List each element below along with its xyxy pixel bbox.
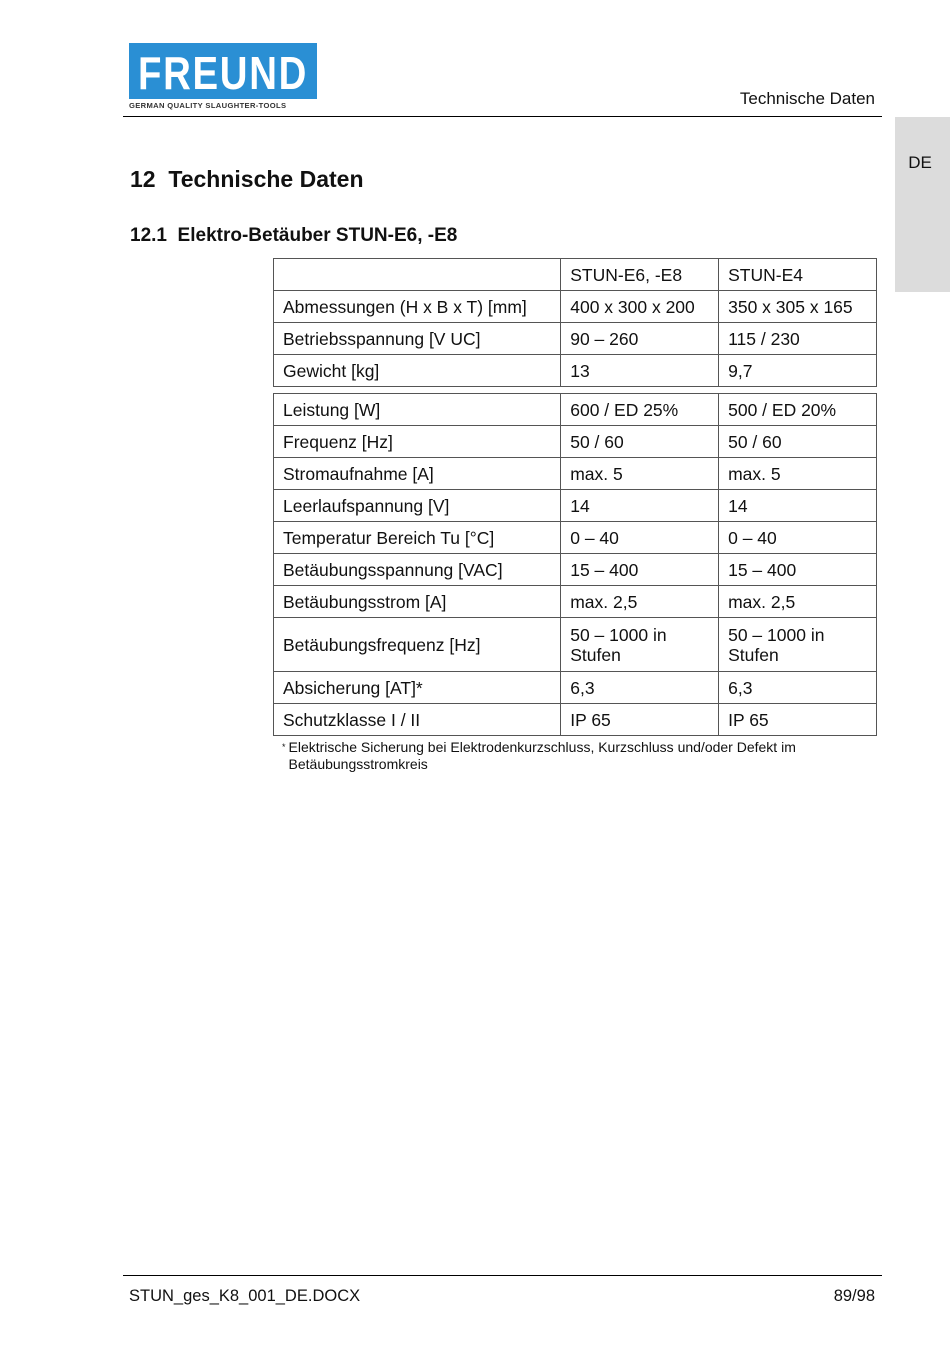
table-cell: Betäubungsfrequenz [Hz] <box>274 618 561 672</box>
logo-box <box>129 43 317 99</box>
footnote <box>282 739 852 773</box>
subsection-heading <box>130 225 457 247</box>
footnote-marker: * <box>282 742 286 752</box>
table-cell: 13 <box>561 355 719 387</box>
table-cell: Frequenz [Hz] <box>274 426 561 458</box>
table-row <box>274 586 877 618</box>
table-row <box>274 554 877 586</box>
table-cell: Absicherung [AT]* <box>274 672 561 704</box>
table-cell: IP 65 <box>719 704 877 736</box>
footnote-text: Elektrische Sicherung bei Elektrodenkurzschluss, Kurzschluss und/oder Defekt im Betäubungsstromkreis <box>288 739 796 772</box>
table-cell: max. 2,5 <box>561 586 719 618</box>
table-row <box>274 355 877 387</box>
table-cell: 6,3 <box>719 672 877 704</box>
logo-tagline: GERMAN QUALITY SLAUGHTER-TOOLS <box>129 101 287 110</box>
table-row <box>274 458 877 490</box>
table-cell: 9,7 <box>719 355 877 387</box>
table-cell: Temperatur Bereich Tu [°C] <box>274 522 561 554</box>
table-cell: IP 65 <box>561 704 719 736</box>
table-cell: 50 / 60 <box>719 426 877 458</box>
table-cell: Betriebsspannung [V UC] <box>274 323 561 355</box>
table-cell: 14 <box>719 490 877 522</box>
table-row <box>274 490 877 522</box>
logo-wordmark <box>129 43 317 99</box>
table-cell: 6,3 <box>561 672 719 704</box>
language-tab <box>895 117 950 292</box>
table-cell: 0 – 40 <box>719 522 877 554</box>
table-header-cell <box>274 259 561 291</box>
table-cell: max. 2,5 <box>719 586 877 618</box>
spec-table-general <box>273 258 877 387</box>
section-number: 12 <box>130 166 156 192</box>
table-cell: 15 – 400 <box>719 554 877 586</box>
table-header-cell: STUN-E6, -E8 <box>561 259 719 291</box>
table-cell: 50 / 60 <box>561 426 719 458</box>
section-title: Technische Daten <box>168 166 364 192</box>
table-row <box>274 672 877 704</box>
subsection-number: 12.1 <box>130 225 167 246</box>
table-cell: Leistung [W] <box>274 394 561 426</box>
table-cell: 115 / 230 <box>719 323 877 355</box>
header-title: Technische Daten <box>739 89 875 108</box>
table-cell: 50 – 1000 in Stufen <box>561 618 719 672</box>
table-cell: 15 – 400 <box>561 554 719 586</box>
table-header-row <box>274 259 877 291</box>
table-cell: 600 / ED 25% <box>561 394 719 426</box>
table-header-cell: STUN-E4 <box>719 259 877 291</box>
table-cell: 400 x 300 x 200 <box>561 291 719 323</box>
table-row <box>274 522 877 554</box>
table-cell: max. 5 <box>719 458 877 490</box>
table-cell: 50 – 1000 in Stufen <box>719 618 877 672</box>
table-row <box>274 618 877 672</box>
table-cell: Leerlaufspannung [V] <box>274 490 561 522</box>
footer-divider <box>123 1275 882 1276</box>
table-row <box>274 394 877 426</box>
table-cell: 0 – 40 <box>561 522 719 554</box>
section-heading <box>130 166 364 193</box>
freund-logo <box>129 43 317 111</box>
table-cell: Betäubungsspannung [VAC] <box>274 554 561 586</box>
logo-wordmark-text: FREUND <box>138 47 308 99</box>
table-cell: Schutzklasse I / II <box>274 704 561 736</box>
spec-table-electrical <box>273 393 877 736</box>
table-row <box>274 291 877 323</box>
table-cell: 500 / ED 20% <box>719 394 877 426</box>
table-cell: Betäubungsstrom [A] <box>274 586 561 618</box>
table-cell: Abmessungen (H x B x T) [mm] <box>274 291 561 323</box>
table-row <box>274 323 877 355</box>
header-divider <box>123 116 882 117</box>
language-tab-label: DE <box>908 153 932 172</box>
footer-page-number: 89/98 <box>833 1287 875 1305</box>
footer-document-name: STUN_ges_K8_001_DE.DOCX <box>129 1287 361 1305</box>
table-row <box>274 704 877 736</box>
table-cell: 350 x 305 x 165 <box>719 291 877 323</box>
table-cell: 90 – 260 <box>561 323 719 355</box>
table-cell: 14 <box>561 490 719 522</box>
subsection-title: Elektro-Betäuber STUN-E6, -E8 <box>177 225 458 246</box>
table-cell: max. 5 <box>561 458 719 490</box>
table-row <box>274 426 877 458</box>
table-cell: Stromaufnahme [A] <box>274 458 561 490</box>
table-cell: Gewicht [kg] <box>274 355 561 387</box>
